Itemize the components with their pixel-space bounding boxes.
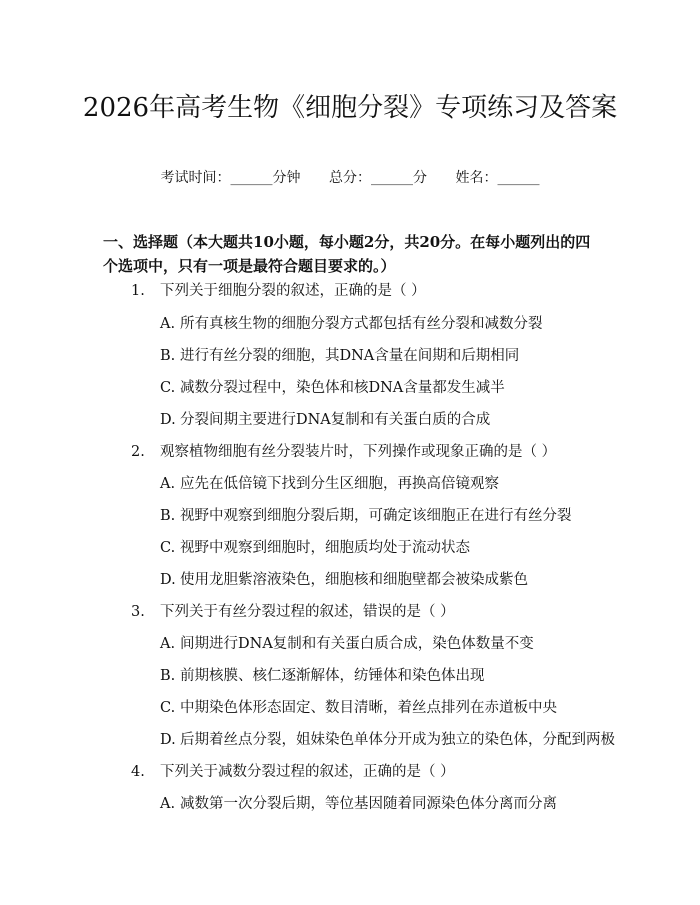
option-letter: B.	[160, 348, 176, 364]
question-number: 2.	[131, 444, 145, 460]
option	[160, 793, 557, 815]
option-text: 间期进行DNA复制和有关蛋白质合成，染色体数量不变	[180, 636, 534, 652]
option-letter: C.	[160, 380, 176, 396]
option-text: 所有真核生物的细胞分裂方式都包括有丝分裂和减数分裂	[180, 316, 543, 332]
option	[160, 665, 485, 687]
option	[160, 313, 543, 335]
section-heading: 一、选择题（本大题共10小题，每小题2分，共20分。在每小题列出的四个选项中，只有一项是最符合题目要求的。）	[103, 233, 591, 275]
question-stem: 下列关于减数分裂过程的叙述，正确的是（ ）	[160, 764, 455, 780]
option-text: 使用龙胆紫溶液染色，细胞核和细胞壁都会被染成紫色	[180, 572, 528, 588]
question-number: 3.	[131, 604, 145, 620]
question-number: 4.	[131, 764, 145, 780]
option	[160, 697, 557, 719]
exam-time-field: 考试时间：______分钟	[160, 170, 301, 186]
option-letter: B.	[160, 668, 176, 684]
option-text: 视野中观察到细胞分裂后期，可确定该细胞正在进行有丝分裂	[180, 508, 572, 524]
question-stem: 观察植物细胞有丝分裂装片时，下列操作或现象正确的是（ ）	[160, 444, 557, 460]
option-letter: C.	[160, 540, 176, 556]
option	[160, 505, 572, 527]
option-letter: A.	[160, 476, 176, 492]
question-number: 1.	[131, 283, 145, 299]
student-name-field: 姓名：______	[455, 170, 540, 186]
option-letter: D.	[160, 412, 176, 428]
option-text: 视野中观察到细胞时，细胞质均处于流动状态	[180, 540, 470, 556]
total-score-field: 总分：______分	[329, 170, 427, 186]
option-text: 前期核膜、核仁逐渐解体，纺锤体和染色体出现	[180, 668, 485, 684]
option	[160, 729, 615, 751]
option-letter: A.	[160, 796, 176, 812]
option-text: 中期染色体形态固定、数目清晰，着丝点排列在赤道板中央	[180, 700, 557, 716]
option-text: 减数分裂过程中，染色体和核DNA含量都发生减半	[180, 380, 505, 396]
option-text: 应先在低倍镜下找到分生区细胞，再换高倍镜观察	[180, 476, 499, 492]
option-text: 分裂间期主要进行DNA复制和有关蛋白质的合成	[180, 412, 491, 428]
option	[160, 633, 534, 655]
option-letter: C.	[160, 700, 176, 716]
option-letter: D.	[160, 732, 176, 748]
option-letter: A.	[160, 636, 176, 652]
option-letter: B.	[160, 508, 176, 524]
exam-info	[0, 168, 700, 188]
option	[160, 569, 528, 591]
option-letter: D.	[160, 572, 176, 588]
question-stem: 下列关于细胞分裂的叙述，正确的是（ ）	[160, 283, 426, 299]
option-text: 后期着丝点分裂，姐妹染色单体分开成为独立的染色体，分配到两极	[180, 732, 615, 748]
option-text: 进行有丝分裂的细胞，其DNA含量在间期和后期相同	[180, 348, 520, 364]
question-stem: 下列关于有丝分裂过程的叙述，错误的是（ ）	[160, 604, 455, 620]
option	[160, 473, 499, 495]
option	[160, 409, 490, 431]
option	[160, 345, 519, 367]
document-title: 2026年高考生物《细胞分裂》专项练习及答案	[82, 93, 618, 123]
option	[160, 537, 470, 559]
option	[160, 377, 505, 399]
option-text: 减数第一次分裂后期，等位基因随着同源染色体分离而分离	[180, 796, 557, 812]
option-letter: A.	[160, 316, 176, 332]
